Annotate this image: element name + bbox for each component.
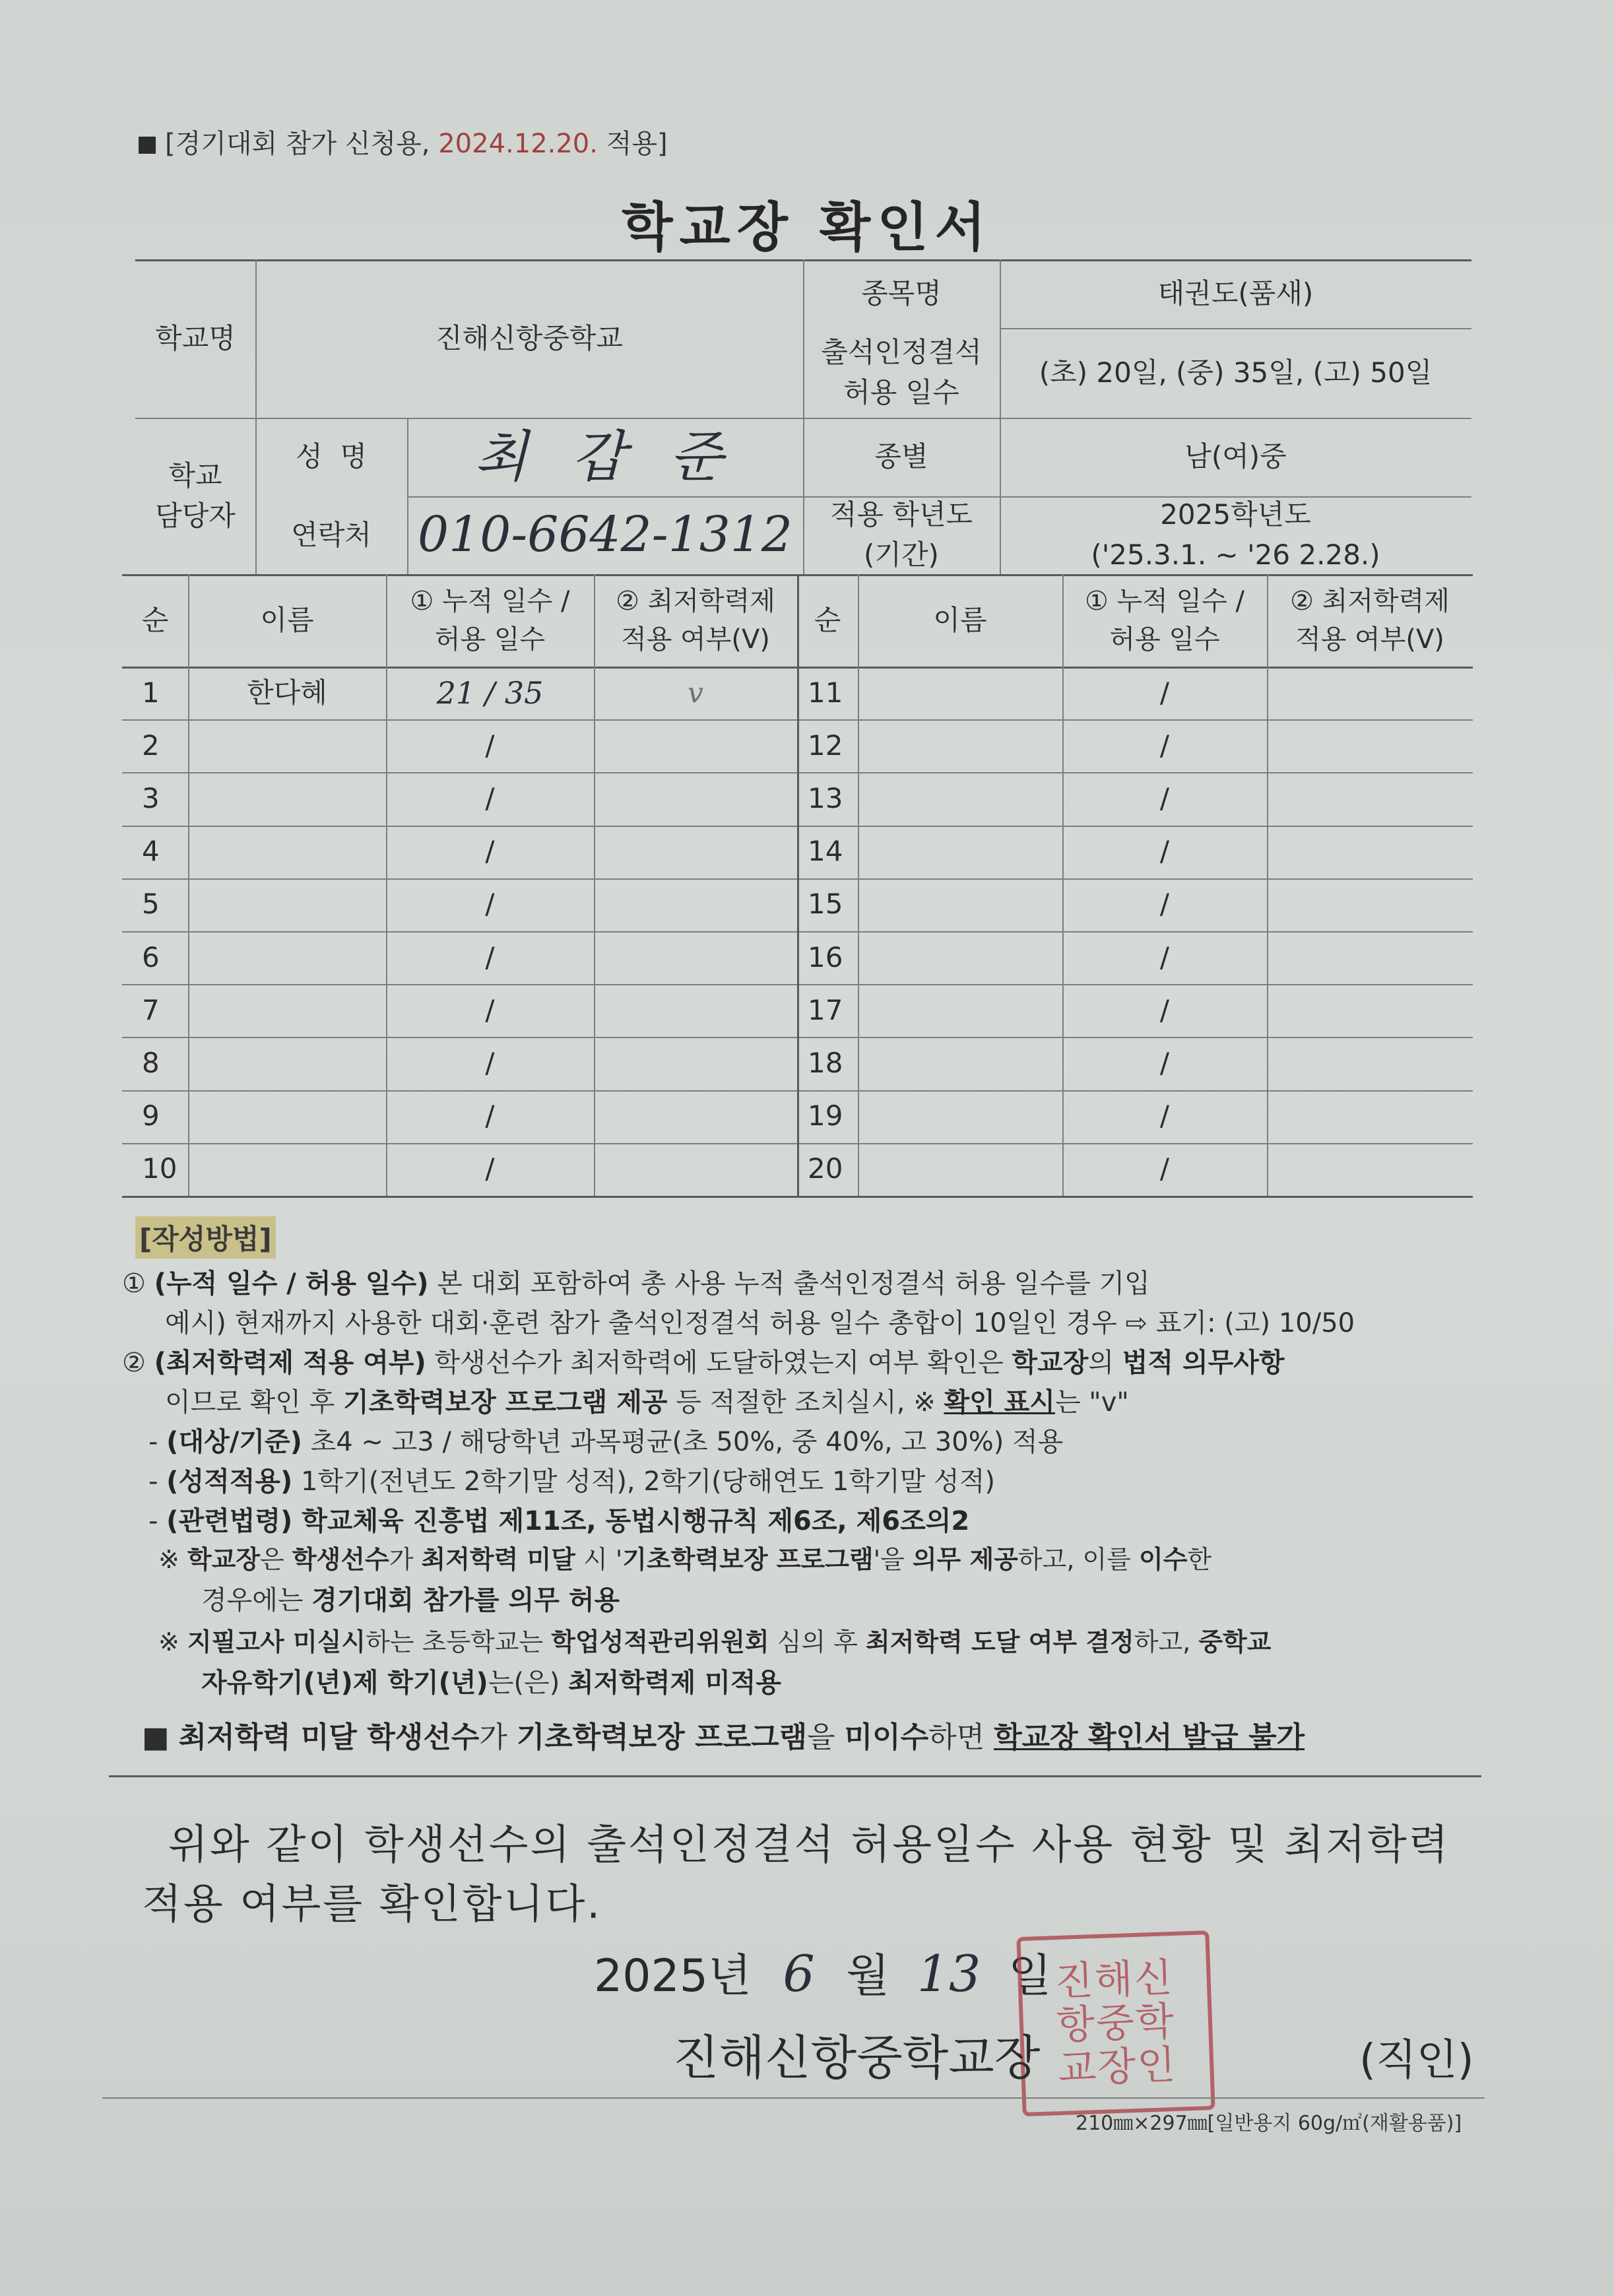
row-name bbox=[188, 878, 386, 931]
row-days: / bbox=[485, 729, 495, 762]
row-apply bbox=[594, 772, 797, 825]
roster-bottom-border bbox=[122, 1196, 1473, 1198]
header-name: 이름 bbox=[260, 603, 314, 636]
sign-year: 2025년 bbox=[594, 1950, 752, 2002]
row-days: / bbox=[485, 1152, 495, 1185]
row-days: / bbox=[1159, 993, 1170, 1026]
row-number: 17 bbox=[808, 993, 843, 1026]
sign-month-unit: 월 bbox=[846, 1950, 890, 2002]
row-number: 14 bbox=[808, 835, 843, 868]
sign-day-unit: 일 bbox=[1008, 1950, 1052, 2002]
header-note-prefix: [경기대회 참가 신청용, bbox=[165, 129, 430, 159]
school-value: 진해신항중학교 bbox=[435, 321, 623, 354]
row-number: 4 bbox=[142, 835, 160, 868]
gender-label: 종별 bbox=[874, 440, 928, 473]
year-label: 적용 학년도 (기간) bbox=[829, 498, 973, 571]
row-number: 2 bbox=[142, 729, 160, 762]
method-line-12: ■ 최저학력 미달 학생선수가 기초학력보장 프로그램을 미이수하면 학교장 확인서 발급 불가 bbox=[142, 1721, 1305, 1754]
row-days: / bbox=[1159, 1099, 1170, 1132]
row-apply bbox=[1267, 772, 1473, 825]
school-principal-name: 진해신항중학교장 bbox=[673, 2030, 1041, 2085]
row-apply bbox=[1267, 826, 1473, 878]
header-apply: ② 최저학력제 적용 여부(V) bbox=[1290, 586, 1450, 655]
row-apply bbox=[594, 1037, 797, 1090]
row-days: / bbox=[1159, 888, 1170, 921]
row-apply bbox=[1267, 1090, 1473, 1143]
method-line-10: ※ 지필고사 미실시하는 초등학교는 학업성적관리위원회 심의 후 최저학력 도달 여부 결정하고, 중학교 bbox=[158, 1627, 1272, 1656]
sport-label: 종목명 bbox=[861, 277, 942, 310]
sport-value: 태권도(품새) bbox=[1157, 277, 1314, 310]
method-line-4: 이므로 확인 후 기초학력보장 프로그램 제공 등 적절한 조치실시, ※ 확인 표시는 "v" bbox=[165, 1387, 1129, 1418]
row-days: / bbox=[485, 781, 495, 814]
method-line-11: 자유학기(년)제 학기(년)는(은) 최저학력제 미적용 bbox=[201, 1668, 782, 1698]
method-line-8: ※ 학교장은 학생선수가 최저학력 미달 시 '기초학력보장 프로그램'을 의무 제공하고, 이를 이수한 bbox=[158, 1545, 1212, 1574]
row-name bbox=[188, 984, 386, 1037]
row-name bbox=[188, 826, 386, 878]
header-no: 순 bbox=[814, 603, 841, 636]
row-name bbox=[858, 772, 1062, 825]
row-name bbox=[188, 719, 386, 772]
method-line-7: - (관련법령) 학교체육 진흥법 제11조, 동법시행규칙 제6조, 제6조의2 bbox=[148, 1506, 970, 1536]
sign-date bbox=[594, 1940, 1052, 2004]
footer-divider bbox=[102, 2097, 1485, 2099]
sign-month-handwritten: 6 bbox=[783, 1944, 815, 2003]
row-name bbox=[858, 878, 1062, 931]
row-name bbox=[858, 667, 1062, 719]
row-number: 15 bbox=[808, 888, 843, 921]
row-days: 21 / 35 bbox=[436, 674, 544, 711]
row-days: / bbox=[485, 993, 495, 1026]
row-days: / bbox=[485, 1046, 495, 1079]
row-number: 11 bbox=[808, 676, 843, 709]
header-apply: ② 최저학력제 적용 여부(V) bbox=[616, 586, 775, 655]
row-apply bbox=[1267, 667, 1473, 719]
header-note-suffix: 적용] bbox=[606, 129, 668, 159]
row-number: 13 bbox=[808, 781, 843, 814]
row-days: / bbox=[1159, 835, 1170, 868]
row-apply bbox=[594, 931, 797, 984]
official-seal-stamp bbox=[1016, 1930, 1215, 2116]
row-days: / bbox=[485, 835, 495, 868]
row-name bbox=[188, 931, 386, 984]
row-apply bbox=[594, 878, 797, 931]
method-line-3: ② (최저학력제 적용 여부) 학생선수가 최저학력에 도달하였는지 여부 확인은 학교장의 법적 의무사항 bbox=[122, 1348, 1285, 1378]
row-apply bbox=[1267, 1037, 1473, 1090]
row-name: 한다혜 bbox=[247, 676, 327, 709]
allow-label: 출석인정결석 허용 일수 bbox=[821, 336, 982, 409]
seal-label: (직인) bbox=[1359, 2036, 1474, 2085]
name-label: 성 명 bbox=[296, 440, 367, 473]
row-apply: v bbox=[688, 676, 703, 709]
row-name bbox=[858, 826, 1062, 878]
row-number: 18 bbox=[808, 1046, 843, 1079]
document-title: 학교장 확인서 bbox=[622, 197, 992, 258]
method-line-6: - (성적적용) 1학기(전년도 2학기말 성적), 2학기(당해연도 1학기말 성적) bbox=[148, 1466, 995, 1497]
header-note-date: 2024.12.20. bbox=[438, 129, 598, 159]
declaration-line-1: 위와 같이 학생선수의 출석인정결석 허용일수 사용 현황 및 최저학력 bbox=[168, 1820, 1450, 1868]
row-number: 19 bbox=[808, 1099, 843, 1132]
row-apply bbox=[594, 984, 797, 1037]
row-apply bbox=[1267, 719, 1473, 772]
row-days: / bbox=[1159, 676, 1170, 709]
row-name bbox=[858, 1090, 1062, 1143]
row-days: / bbox=[485, 1099, 495, 1132]
row-apply bbox=[594, 1143, 797, 1196]
declaration-line-2: 적용 여부를 확인합니다. bbox=[142, 1880, 602, 1928]
method-line-2: 예시) 현재까지 사용한 대회·훈련 참가 출석인정결석 허용 일수 총합이 10일인 경우 ⇨ 표기: (고) 10/50 bbox=[165, 1308, 1355, 1338]
row-apply bbox=[1267, 878, 1473, 931]
paper-spec: 210㎜×297㎜[일반용지 60g/㎡(재활용품)] bbox=[1076, 2112, 1462, 2135]
row-number: 16 bbox=[808, 940, 843, 973]
row-number: 3 bbox=[142, 781, 160, 814]
row-number: 7 bbox=[142, 993, 160, 1026]
method-line-1: ① (누적 일수 / 허용 일수) 본 대회 포함하여 총 사용 누적 출석인정결석 허용 일수를 기입 bbox=[122, 1268, 1150, 1299]
manager-label: 학교 담당자 bbox=[155, 459, 236, 532]
contact-handwritten: 010-6642-1312 bbox=[418, 506, 792, 564]
row-number: 12 bbox=[808, 729, 843, 762]
square-bullet-icon bbox=[139, 137, 156, 154]
year-value: 2025학년도 ('25.3.1. ~ '26 2.28.) bbox=[1091, 498, 1380, 571]
row-days: / bbox=[485, 940, 495, 973]
row-apply bbox=[594, 719, 797, 772]
row-name bbox=[188, 772, 386, 825]
gender-value: 남(여)중 bbox=[1184, 440, 1287, 473]
row-number: 6 bbox=[142, 940, 160, 973]
row-name bbox=[188, 1090, 386, 1143]
row-name bbox=[188, 1037, 386, 1090]
row-days: / bbox=[1159, 1152, 1170, 1185]
row-days: / bbox=[1159, 729, 1170, 762]
row-apply bbox=[1267, 1143, 1473, 1196]
row-days: / bbox=[1159, 940, 1170, 973]
seal-text: 진해신항중학교장인 bbox=[1054, 1954, 1178, 2093]
row-number: 20 bbox=[808, 1152, 843, 1185]
sign-day-handwritten: 13 bbox=[917, 1944, 981, 2003]
row-name bbox=[858, 931, 1062, 984]
row-name bbox=[858, 719, 1062, 772]
row-days: / bbox=[485, 888, 495, 921]
method-line-5: - (대상/기준) 초4 ~ 고3 / 해당학년 과목평균(초 50%, 중 40%, 고 30%) 적용 bbox=[148, 1427, 1064, 1457]
row-number: 1 bbox=[142, 676, 160, 709]
row-number: 9 bbox=[142, 1099, 160, 1132]
row-number: 5 bbox=[142, 888, 160, 921]
row-apply bbox=[1267, 931, 1473, 984]
row-number: 8 bbox=[142, 1046, 160, 1079]
contact-label: 연락처 bbox=[291, 518, 371, 551]
header-days: ① 누적 일수 / 허용 일수 bbox=[410, 586, 570, 655]
row-days: / bbox=[1159, 1046, 1170, 1079]
header-note bbox=[139, 123, 668, 160]
allow-value: (초) 20일, (중) 35일, (고) 50일 bbox=[1039, 356, 1433, 389]
row-apply bbox=[594, 1090, 797, 1143]
row-days: / bbox=[1159, 781, 1170, 814]
header-name: 이름 bbox=[933, 603, 987, 636]
row-number: 10 bbox=[142, 1152, 178, 1185]
row-name bbox=[858, 984, 1062, 1037]
row-apply bbox=[594, 826, 797, 878]
row-name bbox=[858, 1143, 1062, 1196]
school-label: 학교명 bbox=[155, 321, 236, 354]
row-apply bbox=[1267, 984, 1473, 1037]
header-no: 순 bbox=[141, 603, 169, 636]
row-name bbox=[188, 1143, 386, 1196]
method-title: [작성방법] bbox=[135, 1216, 276, 1259]
section-divider bbox=[109, 1775, 1481, 1777]
method-line-9: 경우에는 경기대회 참가를 의무 허용 bbox=[201, 1585, 620, 1616]
header-days: ① 누적 일수 / 허용 일수 bbox=[1084, 586, 1245, 655]
manager-name-handwritten: 최 갑 준 bbox=[474, 424, 736, 489]
row-name bbox=[858, 1037, 1062, 1090]
